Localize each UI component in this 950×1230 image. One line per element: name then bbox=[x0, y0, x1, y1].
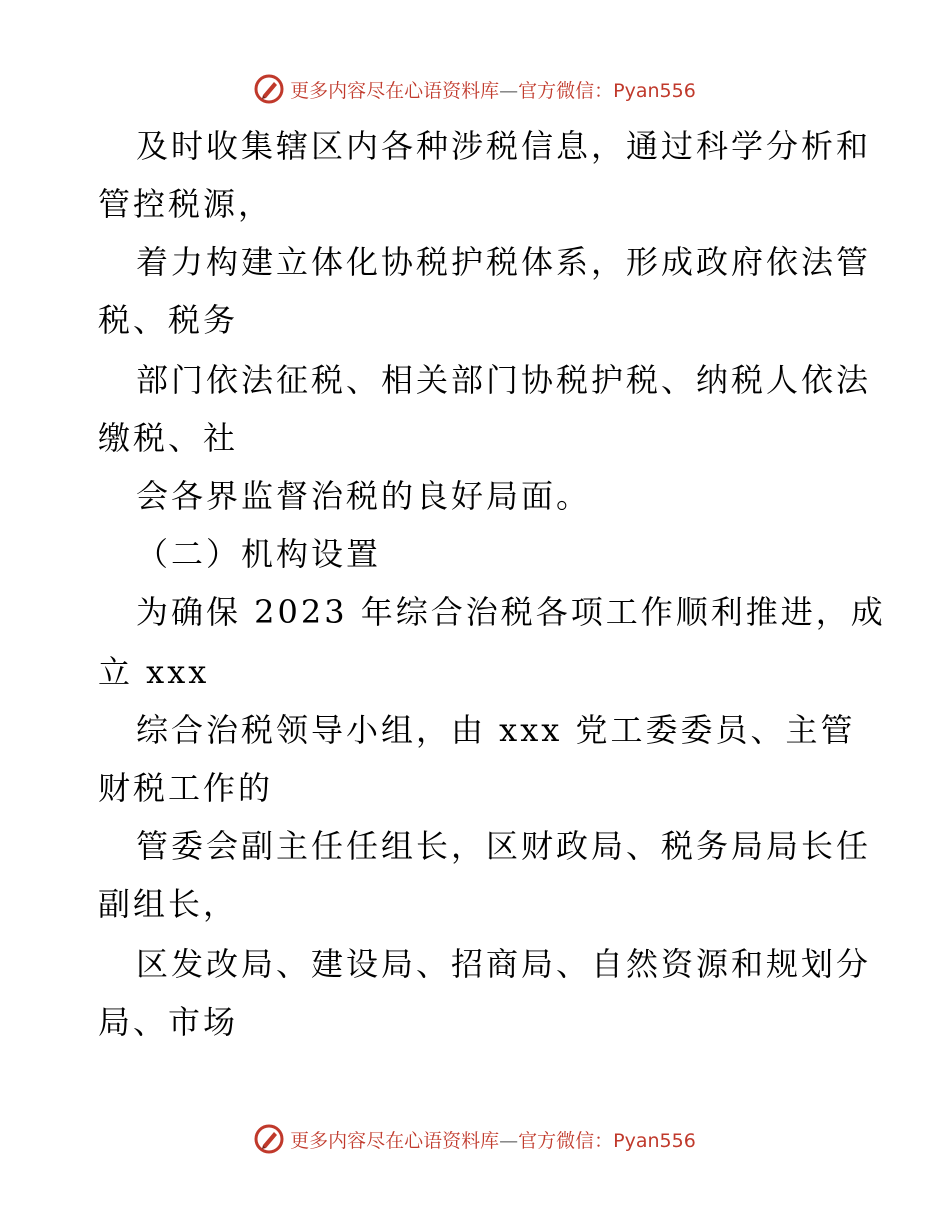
body-line: 财税工作的 bbox=[98, 769, 274, 807]
body-line: 税、税务 bbox=[98, 301, 239, 339]
body-line: 会各界监督治税的良好局面。 bbox=[136, 477, 592, 515]
pen-logo-icon bbox=[254, 1124, 284, 1154]
body-line: 局、市场 bbox=[98, 1003, 239, 1041]
body-line: 部门依法征税、相关部门协税护税、纳税人依法 bbox=[136, 361, 872, 399]
body-line: 着力构建立体化协税护税体系，形成政府依法管 bbox=[136, 243, 872, 281]
pen-logo-icon bbox=[254, 74, 284, 104]
body-line: 缴税、社 bbox=[98, 419, 239, 457]
header-watermark bbox=[0, 72, 950, 106]
body-line: 为确保 2023 年综合治税各项工作顺利推进，成 bbox=[136, 593, 886, 631]
body-line: 管委会副主任任组长，区财政局、税务局局长任 bbox=[136, 827, 872, 865]
watermark-site-text: 更多内容尽在心语资料库 bbox=[290, 79, 500, 102]
body-line: 立 xxx bbox=[98, 653, 210, 691]
watermark-separator: — bbox=[499, 79, 519, 102]
watermark-contact-text: 官方微信：Pyan556 bbox=[518, 1129, 696, 1152]
footer-watermark bbox=[0, 1122, 950, 1156]
watermark-separator: — bbox=[499, 1129, 519, 1152]
watermark-site-text: 更多内容尽在心语资料库 bbox=[290, 1129, 500, 1152]
section-heading: （二）机构设置 bbox=[136, 535, 382, 573]
body-line: 区发改局、建设局、招商局、自然资源和规划分 bbox=[136, 945, 872, 983]
watermark-contact-text: 官方微信：Pyan556 bbox=[518, 79, 696, 102]
body-line: 副组长， bbox=[98, 885, 239, 923]
body-line: 管控税源， bbox=[98, 185, 274, 223]
body-line: 综合治税领导小组，由 xxx 党工委委员、主管 bbox=[136, 711, 856, 749]
body-line: 及时收集辖区内各种涉税信息，通过科学分析和 bbox=[136, 127, 872, 165]
